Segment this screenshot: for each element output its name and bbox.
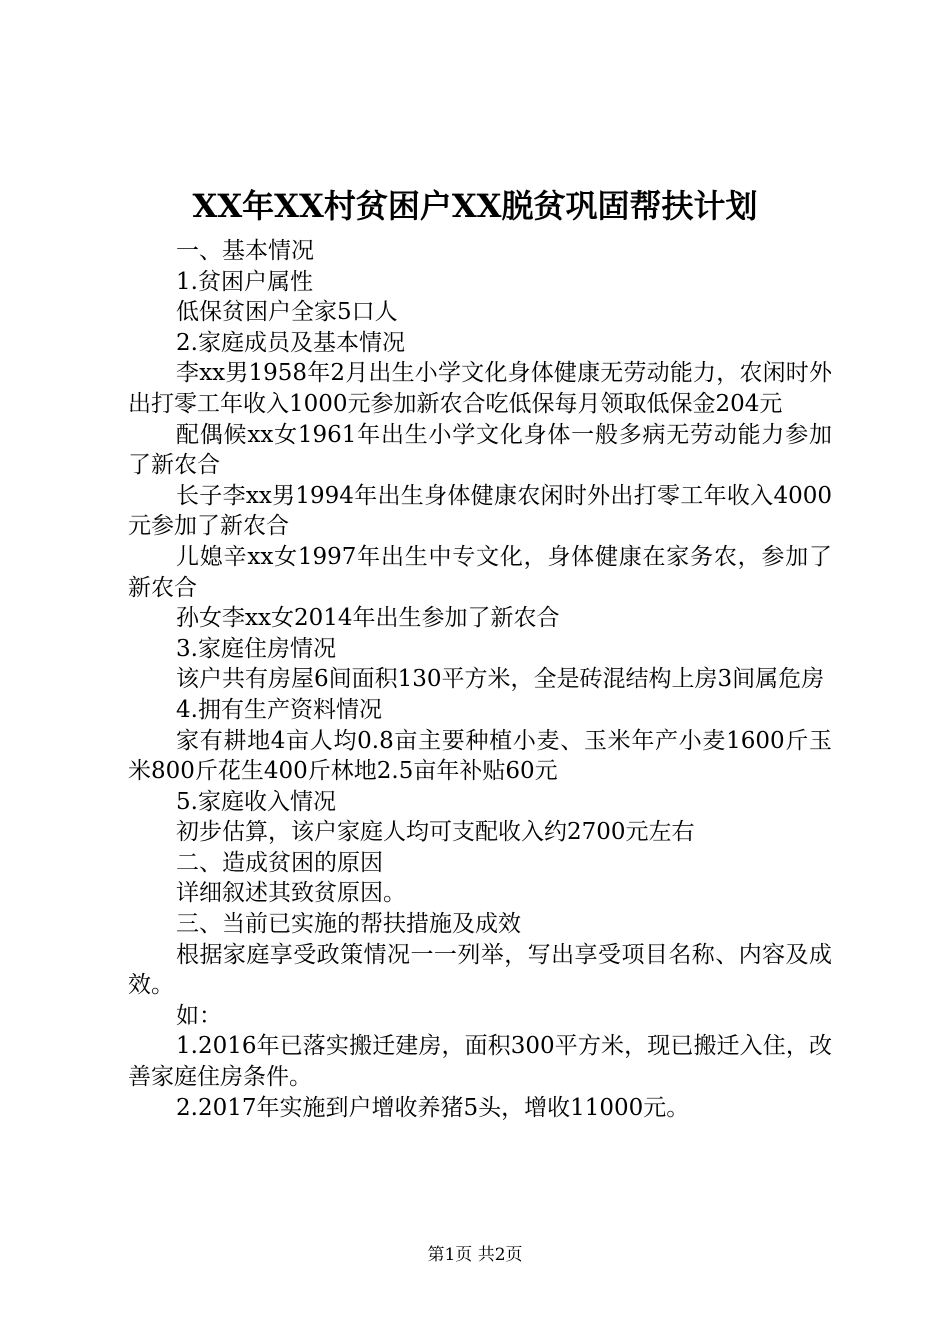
list-item: 2.2017年实施到户增收养猪5头，增收11000元。 (176, 1094, 690, 1121)
paragraph: 详细叙述其致贫原因。 (176, 880, 406, 907)
subsection-heading: 4.拥有生产资料情况 (176, 696, 382, 723)
paragraph: 初步估算，该户家庭人均可支配收入约2700元左右 (176, 819, 695, 846)
paragraph: 低保贫困户全家5口人 (176, 299, 398, 326)
subsection-heading: 5.家庭收入情况 (176, 788, 336, 815)
list-item: 1.2016年已落实搬迁建房，面积300平方米，现已搬迁入住，改善家庭住房条件。 (128, 1033, 832, 1091)
page-title: XX年XX村贫困户XX脱贫巩固帮扶计划 (192, 187, 758, 225)
paragraph: 配偶候xx女1961年出生小学文化身体一般多病无劳动能力参加了新农合 (128, 421, 832, 479)
paragraph: 儿媳辛xx女1997年出生中专文化，身体健康在家务农，参加了新农合 (128, 543, 832, 601)
paragraph: 该户共有房屋6间面积130平方米，全是砖混结构上房3间属危房 (176, 666, 825, 693)
section-heading: 三、当前已实施的帮扶措施及成效 (176, 911, 521, 938)
subsection-heading: 3.家庭住房情况 (176, 635, 336, 662)
subsection-heading: 1.贫困户属性 (176, 268, 313, 295)
paragraph: 长子李xx男1994年出生身体健康农闲时外出打零工年收入4000元参加了新农合 (128, 482, 832, 540)
section-heading: 一、基本情况 (176, 238, 314, 264)
document-body (128, 236, 832, 1123)
paragraph: 根据家庭享受政策情况一一列举，写出享受项目名称、内容及成效。 (128, 941, 832, 999)
section-heading: 二、造成贫困的原因 (176, 849, 383, 876)
paragraph: 李xx男1958年2月出生小学文化身体健康无劳动能力，农闲时外出打零工年收入1000元参加新农合吃低保每月领取低保金204元 (128, 360, 832, 417)
page-footer: 第1页 共2页 (427, 1245, 523, 1265)
subsection-heading: 2.家庭成员及基本情况 (176, 329, 405, 356)
paragraph: 孙女李xx女2014年出生参加了新农合 (176, 605, 560, 632)
paragraph: 家有耕地4亩人均0.8亩主要种植小麦、玉米年产小麦1600斤玉米800斤花生400斤林地2.5亩年补贴60元 (128, 727, 832, 785)
paragraph: 如： (176, 1002, 222, 1029)
